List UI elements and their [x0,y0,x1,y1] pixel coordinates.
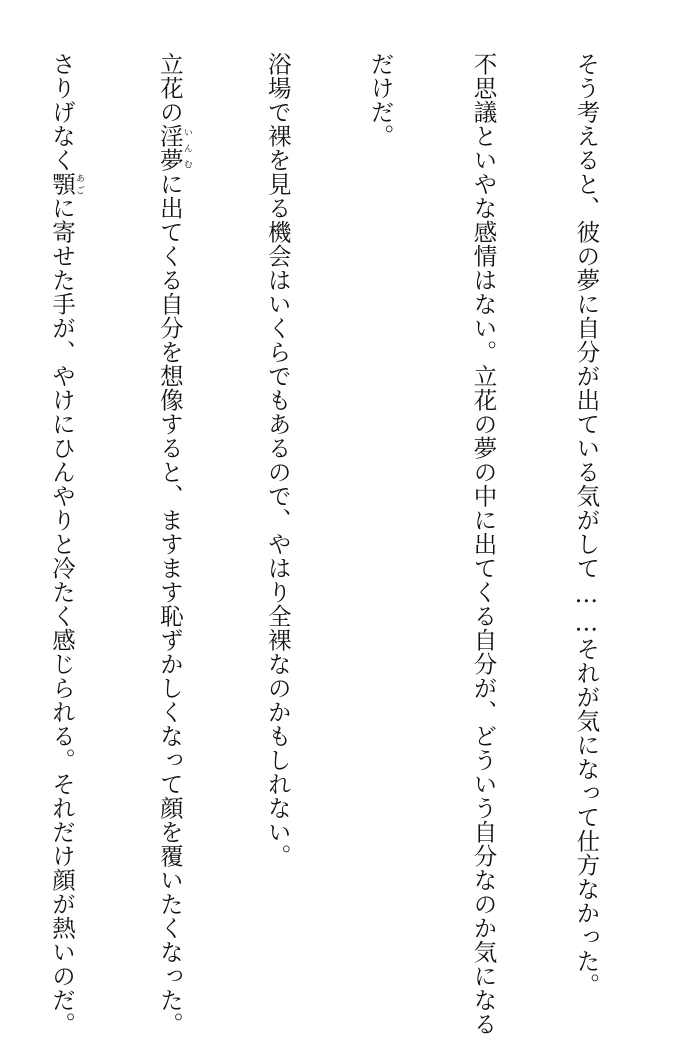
text-line-with-ruby: さりげなく顎あごに寄せた手が、やけにひんやりと冷たく感じられる。それだけ顔が熱いのだ。 [47,52,84,1036]
vertical-text-body [40,52,672,1036]
ruby-ago [47,172,84,196]
ruby-base: 顎 [47,172,76,196]
text-line: そう考えると、彼の夢に自分が出ている気がして……それが気になって仕方なかった。 [572,52,601,997]
ruby-reading: いんむ [181,124,192,172]
ruby-reading: あご [73,172,84,196]
text-line: だけだ。 [366,52,395,148]
text-line: 浴場で裸を見る機会はいくらでもあるので、やはり全裸なのかもしれない。 [263,52,292,868]
ruby-base: 淫夢 [155,124,184,172]
text-line: 不思議といやな感情はない。立花の夢の中に出てくる自分が、どういう自分なのか気になる [469,52,498,1036]
ruby-inmu [155,124,192,172]
text-line-with-ruby: 立花の淫夢いんむに出てくる自分を想像すると、ますます恥ずかしくなって顔を覆いたくなった。 [155,52,192,1036]
